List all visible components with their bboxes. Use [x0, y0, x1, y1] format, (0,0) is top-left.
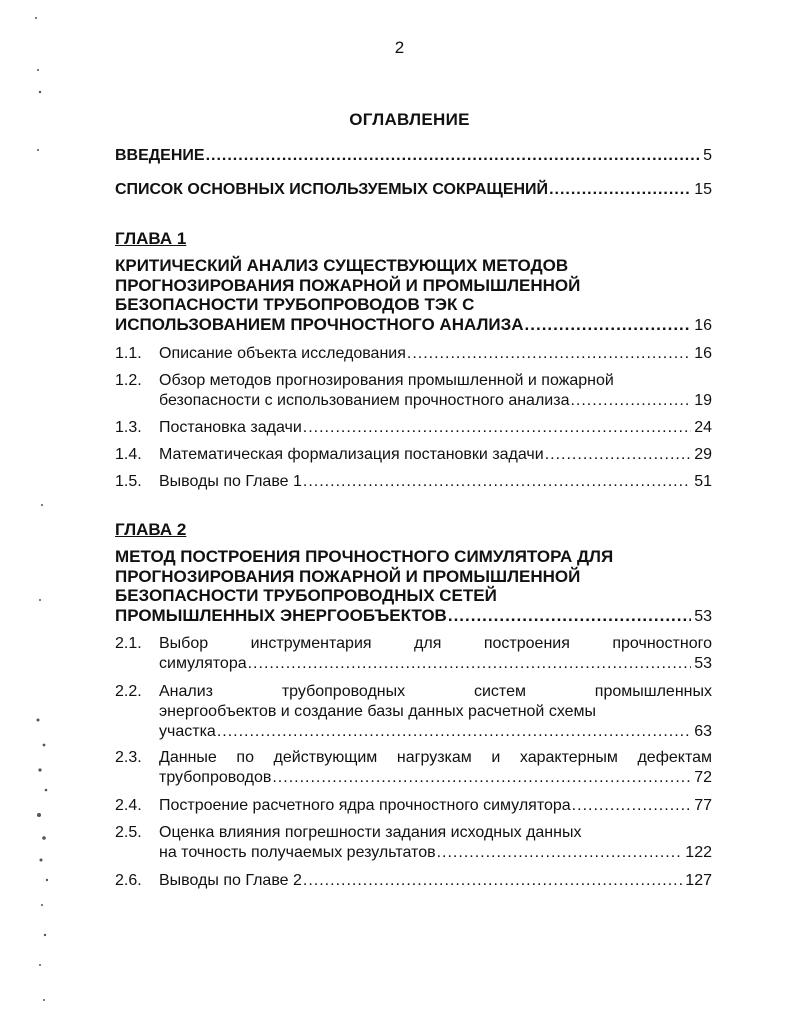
toc-section-1-2[interactable]: 1.2. Обзор методов прогнозирования промышленной и пожарной безопасности с использованием прочностного анализа ..... 19	[115, 371, 712, 411]
scan-specks	[0, 0, 60, 1034]
toc-section-2-1[interactable]: 2.1. Выбор инструментария для построения прочностного симулятора ..... 53	[115, 634, 712, 674]
leader-dots	[448, 606, 691, 626]
chapter-2-title[interactable]: МЕТОД ПОСТРОЕНИЯ ПРОЧНОСТНОГО СИМУЛЯТОРА ДЛЯ ПРОГНОЗИРОВАНИЯ ПОЖАРНОЙ И ПРОМЫШЛЕННОЙ БЕЗОПАСНОСТИ ТРУБОПРОВОДНЫХ СЕТЕЙ ПРОМЫШЛЕННЫХ ЭНЕРГООБЪЕКТОВ ..... 53	[115, 547, 712, 626]
toc-section-2-5[interactable]: 2.5. Оценка влияния погрешности задания исходных данных на точность получаемых результатов ..... 122	[115, 823, 712, 863]
chapter-1-label: ГЛАВА 1	[115, 229, 187, 248]
toc-section-2-4[interactable]: 2.4. Построение расчетного ядра прочностного симулятора ..... 77	[115, 796, 712, 816]
toc-section-2-3[interactable]: 2.3. Данные по действующим нагрузкам и характерным дефектам трубопроводов ..... 72	[115, 748, 712, 788]
chapter-2-label: ГЛАВА 2	[115, 520, 187, 539]
toc-section-2-6[interactable]: 2.6. Выводы по Главе 2 ..... 127	[115, 871, 712, 891]
toc-section-1-3[interactable]: 1.3. Постановка задачи ..... 24	[115, 418, 712, 438]
toc-section-1-5[interactable]: 1.5. Выводы по Главе 1 ..... 51	[115, 472, 712, 492]
toc-entry-abbreviations[interactable]: СПИСОК ОСНОВНЫХ ИСПОЛЬЗУЕМЫХ СОКРАЩЕНИЙ ..... 15	[115, 180, 712, 200]
page-number: 2	[394, 38, 405, 57]
chapter-1-title[interactable]: КРИТИЧЕСКИЙ АНАЛИЗ СУЩЕСТВУЮЩИХ МЕТОДОВ ПРОГНОЗИРОВАНИЯ ПОЖАРНОЙ И ПРОМЫШЛЕННОЙ БЕЗОПАСНОСТИ ТРУБОПРОВОДОВ ТЭК С ИСПОЛЬЗОВАНИЕМ ПРОЧНОСТНОГО АНАЛИЗА ..... 16	[115, 256, 712, 335]
leader-dots	[525, 315, 692, 335]
toc-entry-introduction[interactable]: ВВЕДЕНИЕ ..... 5	[115, 146, 712, 166]
leader-dots	[206, 146, 701, 166]
toc-title: ОГЛАВЛЕНИЕ	[349, 110, 470, 129]
toc-section-2-2[interactable]: 2.2. Анализ трубопроводных систем промышленных энергообъектов и создание базы данных расчетной схемы участка ..... 63	[115, 682, 712, 742]
toc-section-1-4[interactable]: 1.4. Математическая формализация постановки задачи ..... 29	[115, 445, 712, 465]
toc-section-1-1[interactable]: 1.1. Описание объекта исследования ..... 16	[115, 344, 712, 364]
leader-dots	[549, 180, 691, 200]
